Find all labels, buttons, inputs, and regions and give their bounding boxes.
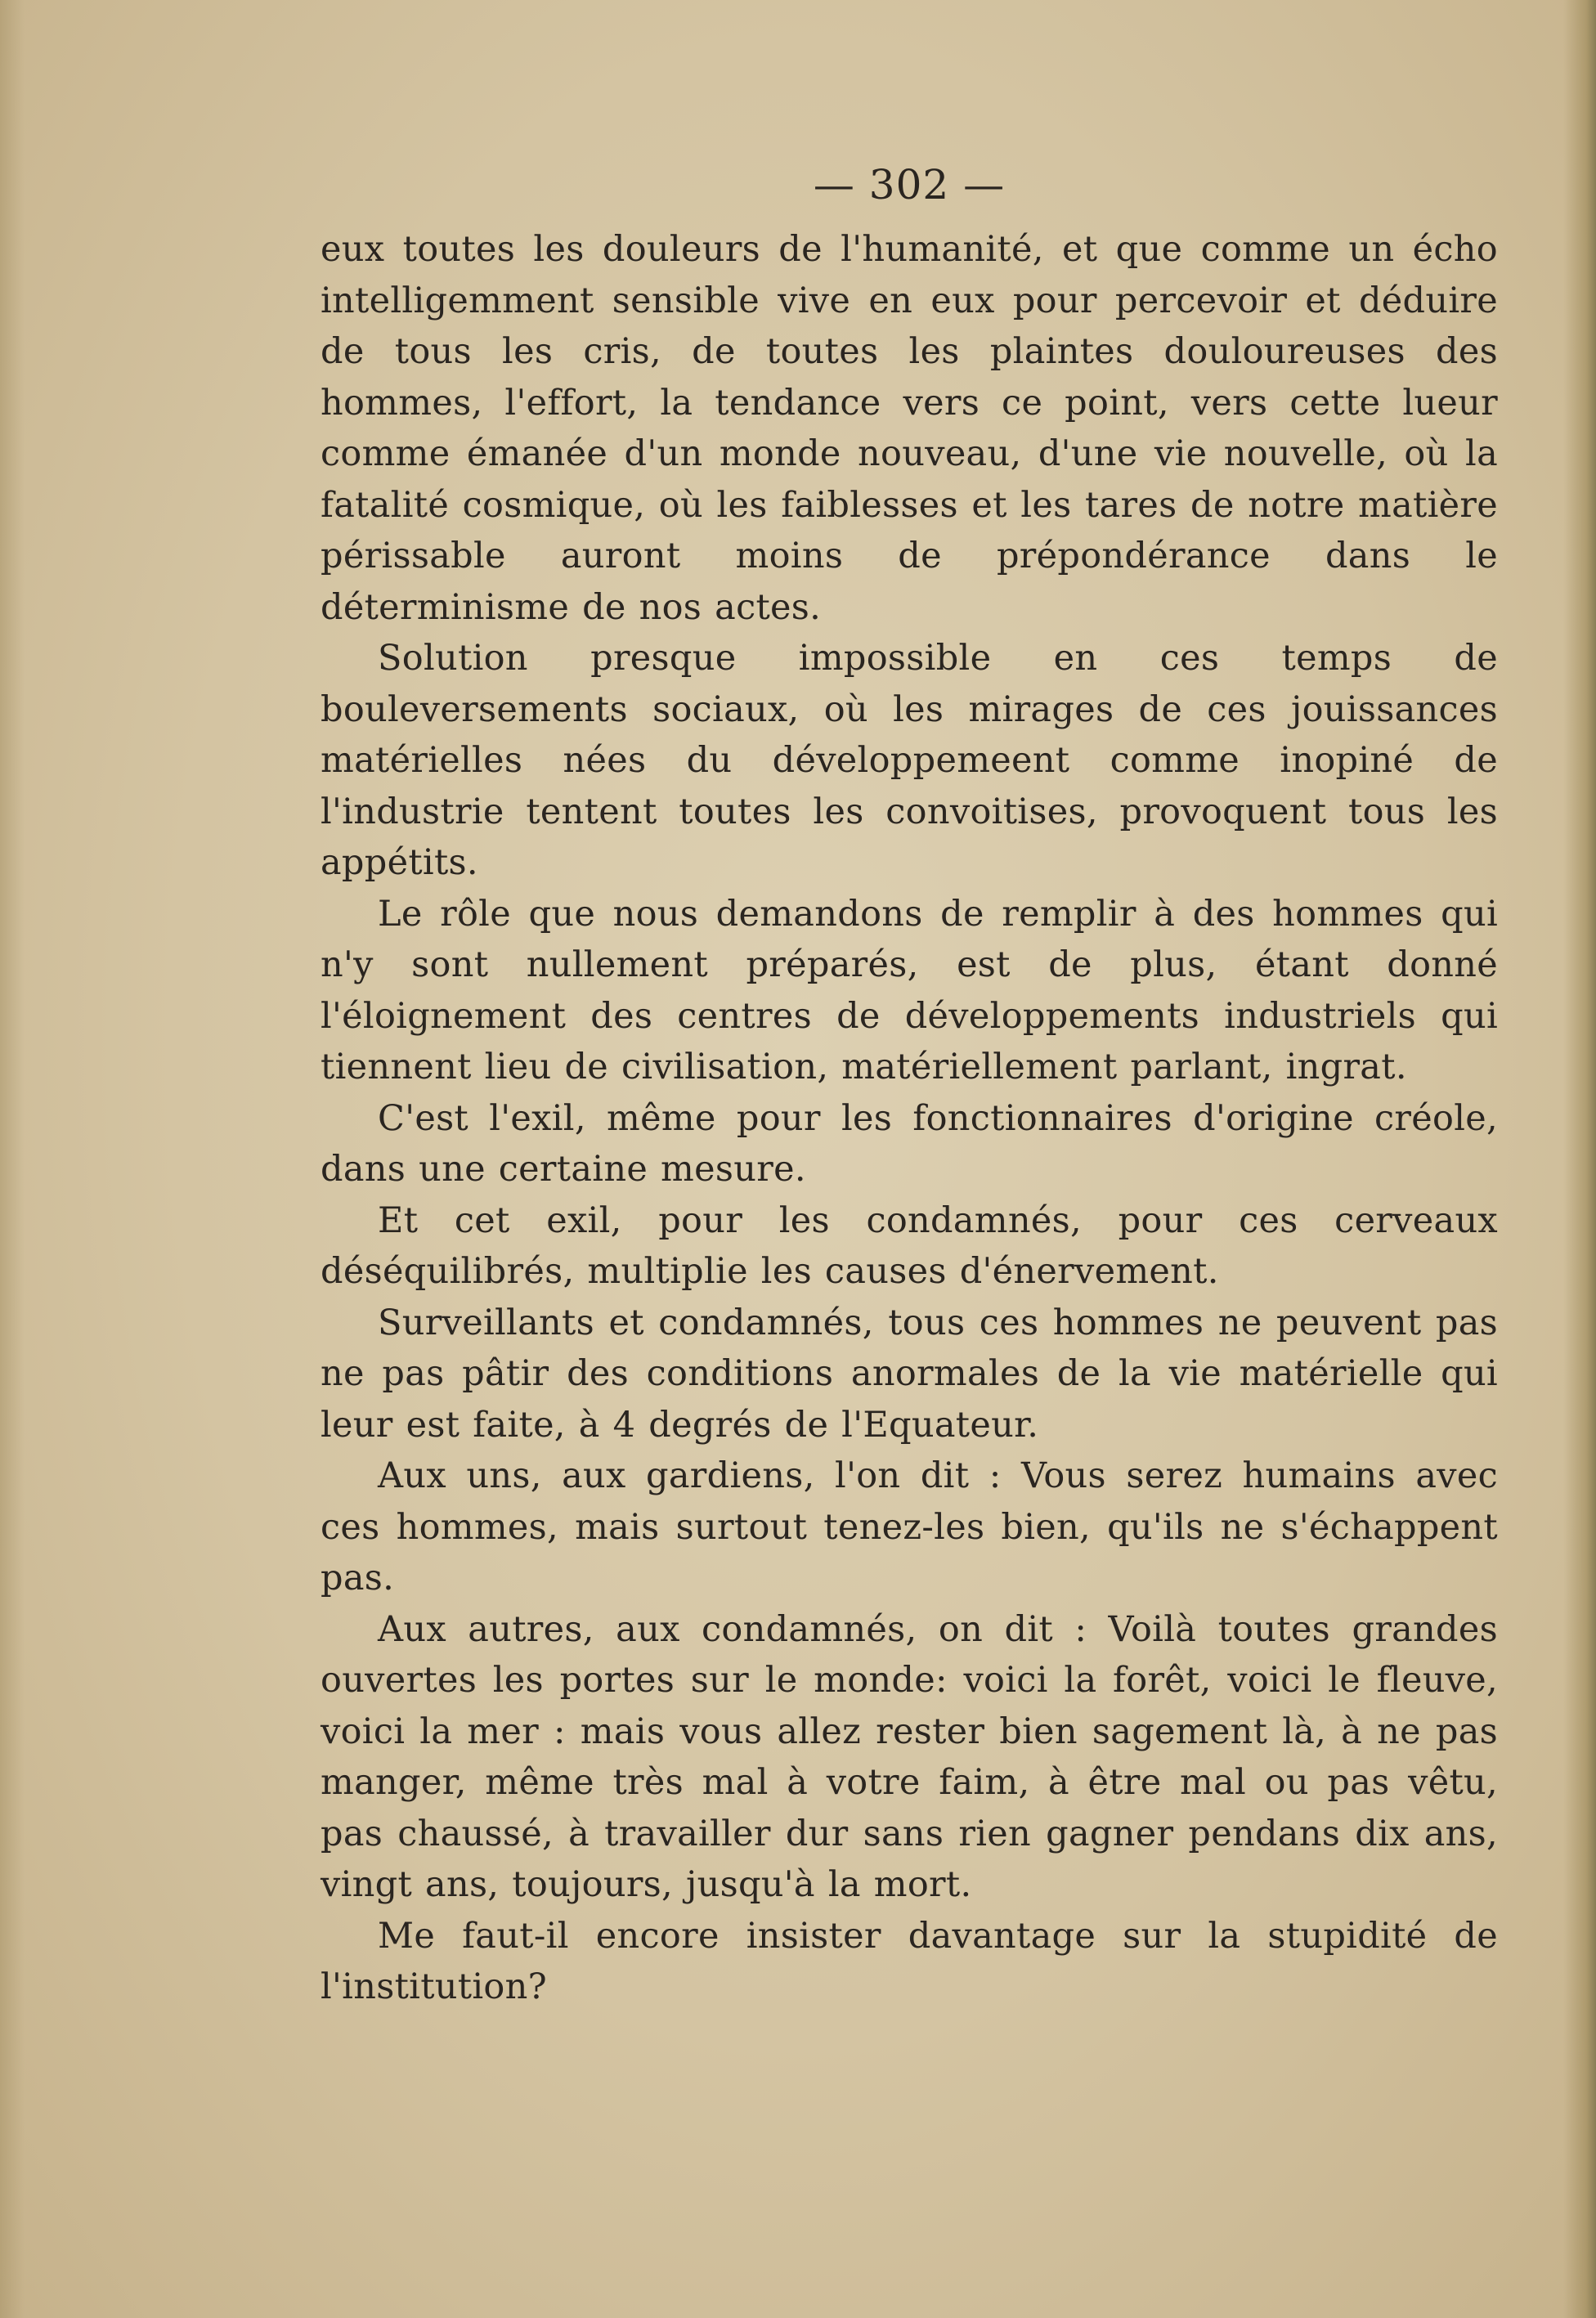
book-page bbox=[321, 160, 1498, 2013]
paragraph-4: C'est l'exil, même pour les fonctionnaires d'origine créole, dans une certaine mesure. bbox=[321, 1097, 1498, 1190]
paragraph-2: Solution presque impossible en ces temps de bouleversements sociaux, où les mirages de ces jouissances matérielles nées du développemeent comme inopiné de l'industrie tentent toutes les convoitises, provoquent tous les appétits. bbox=[321, 638, 1498, 883]
paragraph-8: Aux autres, aux condamnés, on dit : Voilà toutes grandes ouvertes les portes sur le monde: voici la forêt, voici le fleuve, voici la mer : mais vous allez rester bien sagement là, à ne pas manger, même très mal à votre faim, à être mal ou pas vêtu, pas chaussé, à travailler dur sans rien gagner pendans dix ans, vingt ans, toujours, jusqu'à la mort. bbox=[321, 1608, 1498, 1905]
paragraph-3: Le rôle que nous demandons de remplir à des hommes qui n'y sont nullement préparés, est de plus, étant donné l'éloignement des centres de développements industriels qui tiennent lieu de civilisation, matériellement parlant, ingrat. bbox=[321, 893, 1498, 1087]
paragraph-7: Aux uns, aux gardiens, l'on dit : Vous serez humains avec ces hommes, mais surtout tenez-les bien, qu'ils ne s'échappent pas. bbox=[321, 1455, 1498, 1598]
page-right-edge-shadow bbox=[1563, 0, 1596, 2318]
paragraph-6: Surveillants et condamnés, tous ces hommes ne peuvent pas ne pas pâtir des conditions anormales de la vie matérielle qui leur est faite, à 4 degrés de l'Equateur. bbox=[321, 1302, 1498, 1446]
paragraph-1: eux toutes les douleurs de l'humanité, et que comme un écho intelligemment sensible vive en eux pour percevoir et déduire de tous les cris, de toutes les plaintes douloureuses des hommes, l'effort, la tendance vers ce point, vers cette lueur comme émanée d'un monde nouveau, d'une vie nouvelle, où la fatalité cosmique, où les faiblesses et les tares de notre matière périssable auront moins de prépondérance dans le déterminisme de nos actes. bbox=[321, 229, 1498, 628]
page-number: — 302 — bbox=[813, 161, 1006, 208]
paragraph-9: Me faut-il encore insister davantage sur la stupidité de l'institution? bbox=[321, 1915, 1498, 2007]
paragraph-5: Et cet exil, pour les condamnés, pour ces cerveaux déséquilibrés, multiplie les causes d'énervement. bbox=[321, 1199, 1498, 1292]
page-left-edge-shadow bbox=[0, 0, 25, 2318]
